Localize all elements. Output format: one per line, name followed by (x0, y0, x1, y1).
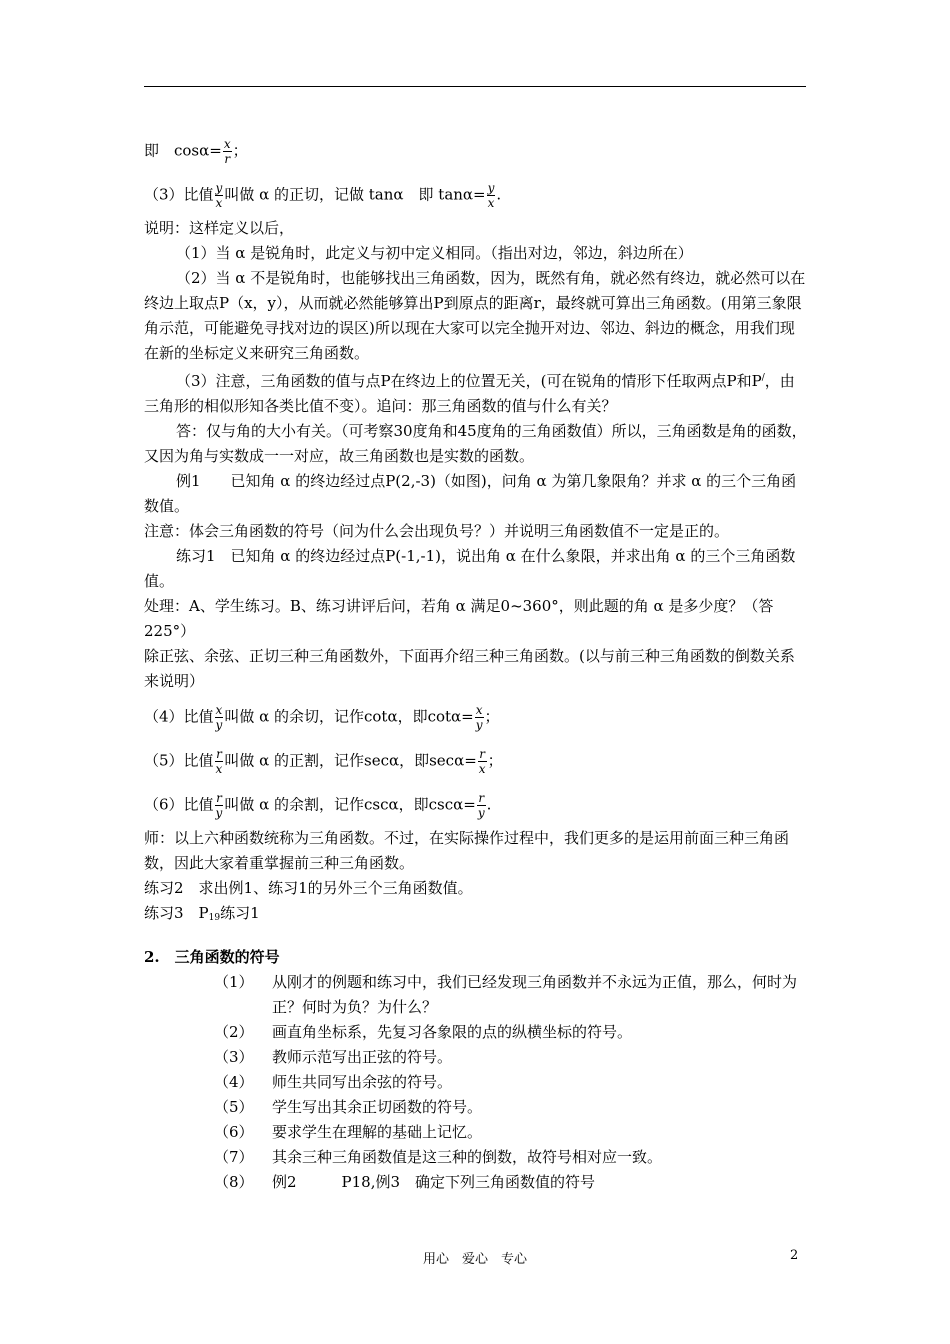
csc-definition-line: （6）比值 $\frac{r}{y}$ 叫做 α 的余割，记作cscα，即cscα= $\frac{r}{y}$ . (144, 790, 492, 820)
tan-definition-line: （3）比值 $\frac{y}{x}$ 叫做 α 的正切，记做 tanα 即 tanα= $\frac{y}{x}$ . (144, 180, 502, 210)
list-item (214, 1120, 808, 1145)
list-item (214, 1145, 808, 1170)
fraction: $\frac{x}{y}$ (215, 702, 223, 732)
note-point-2: （2）当 α 不是锐角时，也能够找出三角函数，因为，既然有角，就必然有终边，就必然可以在终边上取点P（x，y），从而就必然能够算出P到原点的距离r，最终就可算出三角函数。(用第三象限角示范，可能避免寻找对边的误区)所以现在大家可以完全抛开对边、邻边、斜边的概念，用我们现在新的坐标定义来研究三角函数。 (144, 269, 806, 362)
note-heading: 说明：这样定义以后， (144, 219, 295, 237)
fraction: $\frac{x}{y}$ (475, 702, 483, 732)
list-item-number: （2） (214, 1023, 254, 1041)
exercise-1: 练习1 已知角 α 的终边经过点P(-1,-1)，说出角 α 在什么象限，并求出角 α 的三个三角函数值。 (144, 547, 796, 590)
three-more-functions-intro: 除正弦、余弦、正切三种三角函数外，下面再介绍三种三角函数。(以与前三种三角函数的倒数关系来说明） (144, 647, 795, 690)
list-item (214, 1045, 808, 1070)
list-item-number: （3） (214, 1048, 254, 1066)
list-item-text: 要求学生在理解的基础上记忆。 (272, 1123, 483, 1141)
section-2-title: 2. 三角函数的符号 (144, 948, 280, 966)
header-rule (144, 86, 806, 87)
list-item (214, 1020, 808, 1045)
list-item-text: 从刚才的例题和练习中，我们已经发现三角函数并不永远为正值，那么，何时为正？何时为负？为什么？ (272, 973, 798, 1016)
exercise-2: 练习2 求出例1、练习1的另外三个三角函数值。 (144, 879, 473, 897)
note-point-1: （1）当 α 是锐角时，此定义与初中定义相同。（指出对边，邻边，斜边所在） (176, 244, 693, 262)
list-item (214, 1095, 808, 1120)
fraction: $\frac{r}{x}$ (215, 746, 223, 776)
list-item (214, 1070, 808, 1095)
teacher-summary: 师：以上六种函数统称为三角函数。不过，在实际操作过程中，我们更多的是运用前面三种三角函数，因此大家着重掌握前三种三角函数。 (144, 829, 790, 872)
list-item-text: 画直角坐标系，先复习各象限的点的纵横坐标的符号。 (272, 1023, 633, 1041)
fraction: $\frac{r}{y}$ (215, 790, 223, 820)
list-item-text: 例2 P18,例3 确定下列三角函数值的符号 (272, 1173, 596, 1191)
list-item-number: （4） (214, 1073, 254, 1091)
list-item-text: 其余三种三角函数值是这三种的倒数，故符号相对应一致。 (272, 1148, 663, 1166)
exercise-3: 练习3 $P_{19}$练习1 (144, 904, 260, 923)
example-1: 例1 已知角 α 的终边经过点P(2,-3)（如图)，问角 α 为第几象限角？并求 α 的三个三角函数值。 (144, 472, 797, 515)
note-point-3: （3）注意，三角函数的值与点P在终边上的位置无关，(可在锐角的情形下任取两点P和P/，由三角形的相似形知各类比值不变）。追问：那三角函数的值与什么有关？ (144, 372, 795, 415)
answer-paragraph: 答：仅与角的大小有关。（可考察30度角和45度角的三角函数值）所以，三角函数是角的函数，又因为角与实数成一一对应，故三角函数也是实数的函数。 (144, 422, 807, 465)
cos-definition-line: 即 cosα= $\frac{x}{r}$ ； (144, 136, 248, 166)
page-body (144, 128, 808, 1195)
fraction: $\frac{r}{y}$ (477, 790, 485, 820)
list-item-number: （6） (214, 1123, 254, 1141)
sec-definition-line: （5）比值 $\frac{r}{x}$ 叫做 α 的正割，记作secα，即secα= $\frac{r}{x}$ ； (144, 746, 503, 776)
list-item-text: 教师示范写出正弦的符号。 (272, 1048, 453, 1066)
handling-note: 处理：A、学生练习。B、练习讲评后问，若角 α 满足0~360°，则此题的角 α 是多少度？（答225°） (144, 597, 774, 640)
list-item (214, 1170, 808, 1195)
list-item-number: （7） (214, 1148, 254, 1166)
list-item-number: （8） (214, 1173, 254, 1191)
list-item-text: 学生写出其余正切函数的符号。 (272, 1098, 483, 1116)
page-number: 2 (790, 1248, 799, 1263)
cot-definition-line: （4）比值 $\frac{x}{y}$ 叫做 α 的余切，记作cotα，即cotα= $\frac{x}{y}$ ； (144, 702, 500, 732)
fraction: $\frac{x}{r}$ (223, 136, 231, 166)
section-2-list (144, 970, 808, 1195)
list-item-text: 师生共同写出余弦的符号。 (272, 1073, 453, 1091)
fraction: $\frac{y}{x}$ (487, 180, 495, 210)
sign-note: 注意：体会三角函数的符号（问为什么会出现负号？）并说明三角函数值不一定是正的。 (144, 522, 730, 540)
fraction: $\frac{y}{x}$ (215, 180, 223, 210)
footer-motto: 用心 爱心 专心 (422, 1252, 527, 1267)
list-item-number: （5） (214, 1098, 254, 1116)
list-item (214, 970, 808, 1020)
fraction: $\frac{r}{x}$ (478, 746, 486, 776)
list-item-number: （1） (214, 973, 254, 991)
